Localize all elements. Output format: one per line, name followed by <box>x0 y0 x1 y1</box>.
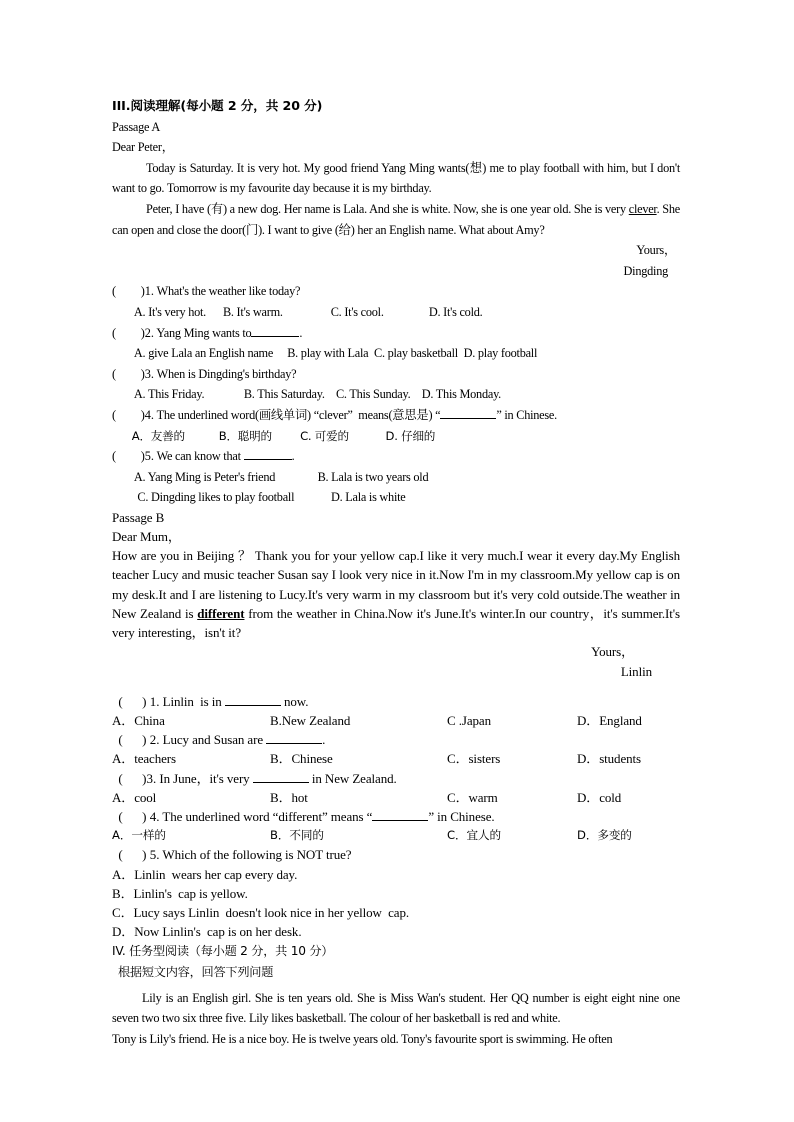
option-d[interactable]: D．students <box>577 751 642 767</box>
option-c[interactable]: C. play basketball <box>374 346 458 361</box>
q-marker: ( )2. <box>112 325 155 340</box>
option-c[interactable]: C. Dingding likes to play football <box>137 490 295 505</box>
section-4 <box>112 941 680 1049</box>
passage-a-p2-post: . She can open and close the door(门). I want to give (给) her an English name. What about Amy? <box>112 201 680 237</box>
passage-a-label: Passage A <box>112 119 160 134</box>
section-4-paragraph-2: Tony is Lily's friend. He is a nice boy. He is twelve years old. Tony's favourite sport is swimming. He often <box>112 1031 613 1046</box>
passage-a-question-4-options <box>112 426 680 447</box>
passage-b <box>112 508 680 941</box>
passage-b-question-5-option-a[interactable]: A．Linlin wears her cap every day. <box>112 866 298 882</box>
passage-b-question-3 <box>112 769 680 788</box>
passage-b-question-2-options <box>112 749 680 768</box>
q-stem: When is Dingding's birthday? <box>154 366 297 381</box>
option-a[interactable]: A. This Friday. <box>133 387 205 402</box>
passage-a-paragraph-2 <box>112 199 680 240</box>
option-b[interactable]: B.New Zealand <box>270 712 351 728</box>
passage-a-paragraph-1: Today is Saturday. It is very hot. My good friend Yang Ming wants(想) me to play football with him, but I don't want to go. Tomorrow is my favourite day because it is my birthday. <box>112 160 680 196</box>
q-marker: ( )1. <box>112 284 155 299</box>
section-4-instruction: 根据短文内容，回答下列问题 <box>118 964 274 979</box>
option-c[interactable]: C．宜人的 <box>447 828 501 843</box>
q-stem-pre: The underlined word(画线单词) “clever” means(意思是) “ <box>154 407 441 422</box>
q-marker: ( )5. <box>112 449 155 464</box>
q-marker: ( ) 1. <box>118 693 160 709</box>
passage-b-question-1-options <box>112 711 680 730</box>
q-stem-post: in New Zealand. <box>308 770 397 786</box>
section-3 <box>112 96 680 508</box>
passage-a-signature: Dingding <box>623 263 668 278</box>
q-stem-post: . <box>299 325 303 340</box>
passage-b-question-2 <box>112 730 680 749</box>
section-4-heading: IV. 任务型阅读（每小题 2 分，共 10 分） <box>112 944 334 959</box>
option-b[interactable]: B. play with Lala <box>287 346 369 361</box>
q-marker: ( )4. <box>112 407 155 422</box>
option-d[interactable]: D. It's cold. <box>428 304 483 319</box>
passage-a-question-5-options-row2 <box>112 487 680 508</box>
passage-a-signoff: Yours， <box>636 243 676 258</box>
q-stem-post: ” in Chinese. <box>496 407 557 422</box>
q-stem-post: now. <box>280 693 309 709</box>
option-c[interactable]: C．sisters <box>447 751 501 767</box>
passage-b-question-5-option-d[interactable]: D．Now Linlin's cap is on her desk. <box>112 924 302 940</box>
option-b[interactable]: B．不同的 <box>270 828 324 843</box>
q-marker: ( ) 2. <box>118 732 160 748</box>
q-stem: Which of the following is NOT true? <box>159 847 352 863</box>
passage-b-question-3-options <box>112 788 680 807</box>
option-c[interactable]: C．warm <box>447 789 498 805</box>
answer-blank[interactable] <box>251 325 299 337</box>
q-stem-pre: Linlin is in <box>159 693 225 709</box>
q-marker: ( ) 4. <box>118 808 160 824</box>
passage-b-question-5-option-c[interactable]: C．Lucy says Linlin doesn't look nice in her yellow cap. <box>112 904 410 920</box>
q-stem-post: ” in Chinese. <box>428 808 495 824</box>
option-c[interactable]: C. It's cool. <box>330 304 384 319</box>
passage-b-salutation: Dear Mum， <box>112 529 181 545</box>
option-d[interactable]: D. Lala is white <box>330 490 406 505</box>
passage-b-question-1 <box>112 692 680 711</box>
q-stem-pre: The underlined word “different” means “ <box>159 808 373 824</box>
option-d[interactable]: D. This Monday. <box>421 387 501 402</box>
spacer <box>112 681 680 692</box>
option-a[interactable]: A．一样的 <box>112 828 166 843</box>
q-stem-pre: We can know that <box>154 449 244 464</box>
option-c[interactable]: C. This Sunday. <box>335 387 411 402</box>
passage-a-question-5-options-row1 <box>112 467 680 488</box>
passage-a-question-1-options <box>112 302 680 323</box>
q-marker: ( )3. <box>112 366 155 381</box>
passage-b-body-post: from the weather in China.Now it's June.It's winter.In our country，it's summer.It's very interesting，isn't it? <box>112 605 680 641</box>
option-d[interactable]: D. play football <box>463 346 538 361</box>
option-a[interactable]: A．China <box>112 712 165 728</box>
option-a[interactable]: A．teachers <box>112 751 176 767</box>
passage-a-salutation: Dear Peter， <box>112 140 174 155</box>
passage-b-underlined-word: different <box>197 605 245 621</box>
q-stem-pre: Lucy and Susan are <box>159 732 267 748</box>
passage-b-signoff: Yours， <box>591 644 634 660</box>
passage-b-body <box>112 546 680 642</box>
passage-b-signature: Linlin <box>620 663 652 679</box>
option-a[interactable]: A．友善的 <box>131 428 185 443</box>
section-4-paragraph-1: Lily is an English girl. She is ten years old. She is Miss Wan's student. Her QQ number is eight eight nine one seven two two six three five. Lily likes basketball. The colour of her basketball is red and white. <box>112 990 680 1026</box>
passage-b-question-4 <box>112 807 680 826</box>
answer-blank[interactable] <box>225 694 281 706</box>
q-stem-post: . <box>291 449 295 464</box>
q-stem-pre: Yang Ming wants to <box>154 325 252 340</box>
q-marker: ( ) 5. <box>118 847 160 863</box>
q-stem: What's the weather like today? <box>154 284 301 299</box>
option-b[interactable]: B. This Saturday. <box>243 387 325 402</box>
option-c[interactable]: C .Japan <box>447 712 491 728</box>
passage-a-question-3-options <box>112 384 680 405</box>
section-3-heading: III.阅读理解(每小题 2 分，共 20 分) <box>112 98 323 113</box>
option-b[interactable]: B．聪明的 <box>218 428 272 443</box>
option-d[interactable]: D. 仔细的 <box>385 428 436 443</box>
q-stem-pre: In June，it's very <box>156 770 253 786</box>
answer-blank[interactable] <box>253 771 309 783</box>
answer-blank[interactable] <box>244 448 292 460</box>
answer-blank[interactable] <box>372 809 428 821</box>
option-a[interactable]: A. It's very hot. <box>133 304 206 319</box>
option-c[interactable]: C. 可爱的 <box>300 428 349 443</box>
passage-a-question-2 <box>112 323 680 344</box>
passage-b-question-5-option-b[interactable]: B．Linlin's cap is yellow. <box>112 885 248 901</box>
option-a[interactable]: A. Yang Ming is Peter's friend <box>133 469 276 484</box>
passage-a-question-4 <box>112 405 680 426</box>
answer-blank[interactable] <box>266 732 322 744</box>
document-content <box>112 96 680 1049</box>
passage-b-question-4-options <box>112 826 680 845</box>
option-a[interactable]: A．cool <box>112 789 157 805</box>
option-b[interactable]: B. It's warm. <box>222 304 283 319</box>
option-d[interactable]: D．多变的 <box>577 828 632 843</box>
passage-a-question-1 <box>112 281 680 302</box>
passage-a-p2-underlined-word: clever <box>628 201 657 216</box>
passage-a-p2-pre: Peter, I have (有) a new dog. Her name is Lala. And she is white. Now, she is one year old. She is very <box>146 201 629 216</box>
q-stem-post: . <box>322 732 326 748</box>
passage-a-question-5 <box>112 446 680 467</box>
option-a[interactable]: A. give Lala an English name <box>133 346 274 361</box>
option-b[interactable]: B．Chinese <box>270 751 333 767</box>
passage-a-question-2-options <box>112 343 680 364</box>
passage-b-question-5 <box>112 845 680 864</box>
passage-b-body-pre: How are you in Beijing ？ Thank you for your yellow cap.I like it very much.I wear it every day.My English teacher Lucy and music teacher Susan say I look very nice in it.Now I'm in my classroom.My yellow cap is on my desk.It and I are listening to Lucy.It's very warm in my classroom but it's very cold outside.The weather in New Zealand is <box>112 548 680 621</box>
answer-blank[interactable] <box>440 407 496 419</box>
passage-b-label: Passage B <box>112 509 165 525</box>
option-d[interactable]: D．cold <box>577 789 622 805</box>
passage-a-question-3 <box>112 364 680 385</box>
option-b[interactable]: B. Lala is two years old <box>317 469 429 484</box>
q-marker: ( )3. <box>118 770 157 786</box>
option-d[interactable]: D．England <box>577 712 642 728</box>
option-b[interactable]: B．hot <box>270 789 308 805</box>
